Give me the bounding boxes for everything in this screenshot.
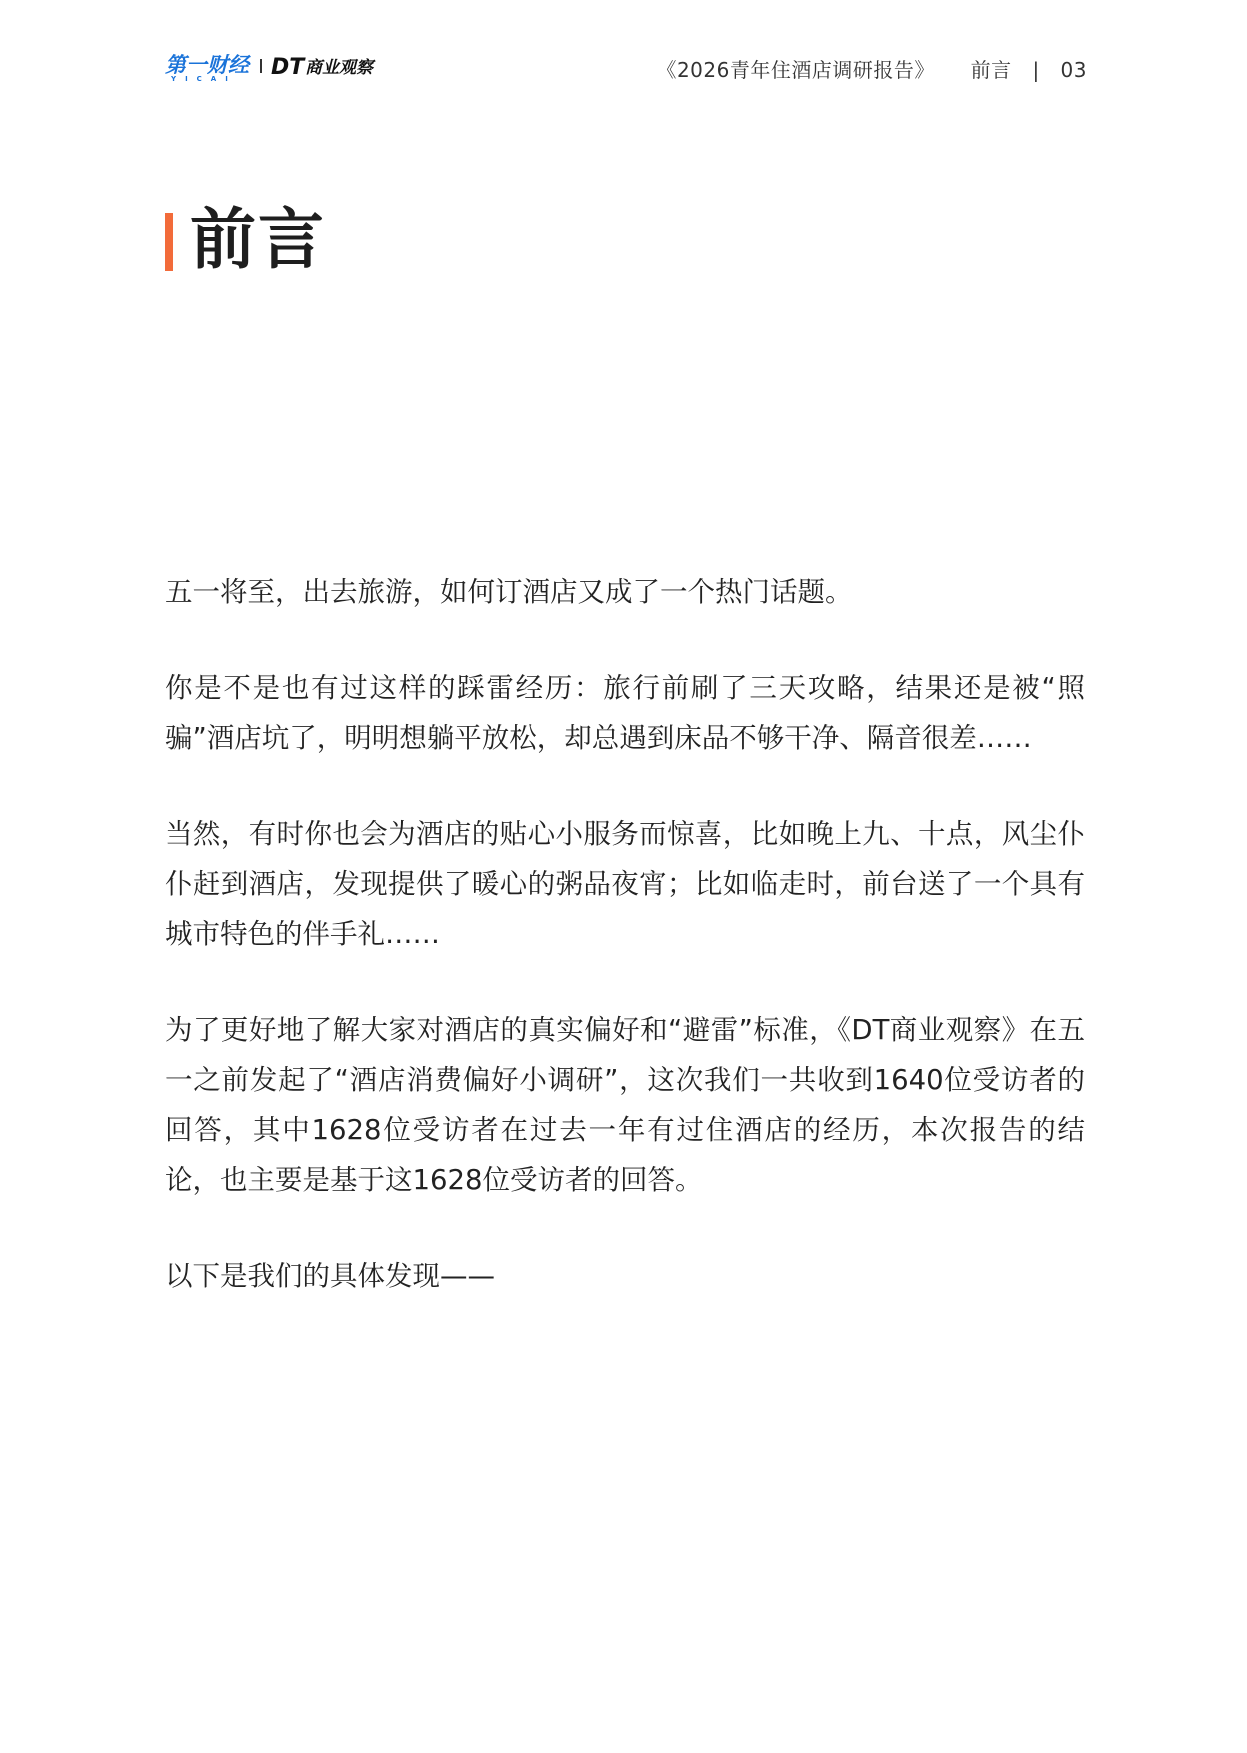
paragraph: 为了更好地了解大家对酒店的真实偏好和“避雷”标准，《DT商业观察》在五一之前发起了“酒店消费偏好小调研”，这次我们一共收到1640位受访者的回答，其中1628位受访者在过去一年有过住酒店的经历，本次报告的结论，也主要是基于这1628位受访者的回答。 — [165, 1014, 1085, 1196]
report-title: 《2026青年住酒店调研报告》 — [656, 58, 935, 82]
header-separator: | — [1032, 58, 1040, 82]
page-title: 前言 — [190, 201, 326, 278]
paragraph: 五一将至，出去旅游，如何订酒店又成了一个热门话题。 — [165, 576, 853, 608]
svg-text:第一财经: 第一财经 — [165, 53, 249, 77]
page-header — [165, 50, 1087, 82]
brand-divider — [260, 59, 262, 73]
dt-logo — [271, 53, 401, 79]
page-number: 03 — [1060, 58, 1087, 82]
svg-text:商业观察: 商业观察 — [305, 58, 373, 78]
paragraph: 当然，有时你也会为酒店的贴心小服务而惊喜，比如晚上九、十点，风尘仆仆赶到酒店，发现提供了暖心的粥品夜宵；比如临走时，前台送了一个具有城市特色的伴手礼…… — [165, 818, 1085, 950]
svg-text:DT: DT — [271, 55, 305, 79]
yicai-logo — [165, 50, 251, 82]
section-name: 前言 — [970, 58, 1012, 82]
title-accent-bar — [165, 213, 173, 271]
paragraph: 以下是我们的具体发现—— — [165, 1260, 495, 1292]
svg-text:YICAI: YICAI — [171, 75, 237, 82]
header-meta — [656, 54, 1087, 83]
paragraph: 你是不是也有过这样的踩雷经历：旅行前刷了三天攻略，结果还是被“照骗”酒店坑了，明明想躺平放松，却总遇到床品不够干净、隔音很差…… — [165, 672, 1085, 754]
body-text — [165, 567, 1085, 1347]
